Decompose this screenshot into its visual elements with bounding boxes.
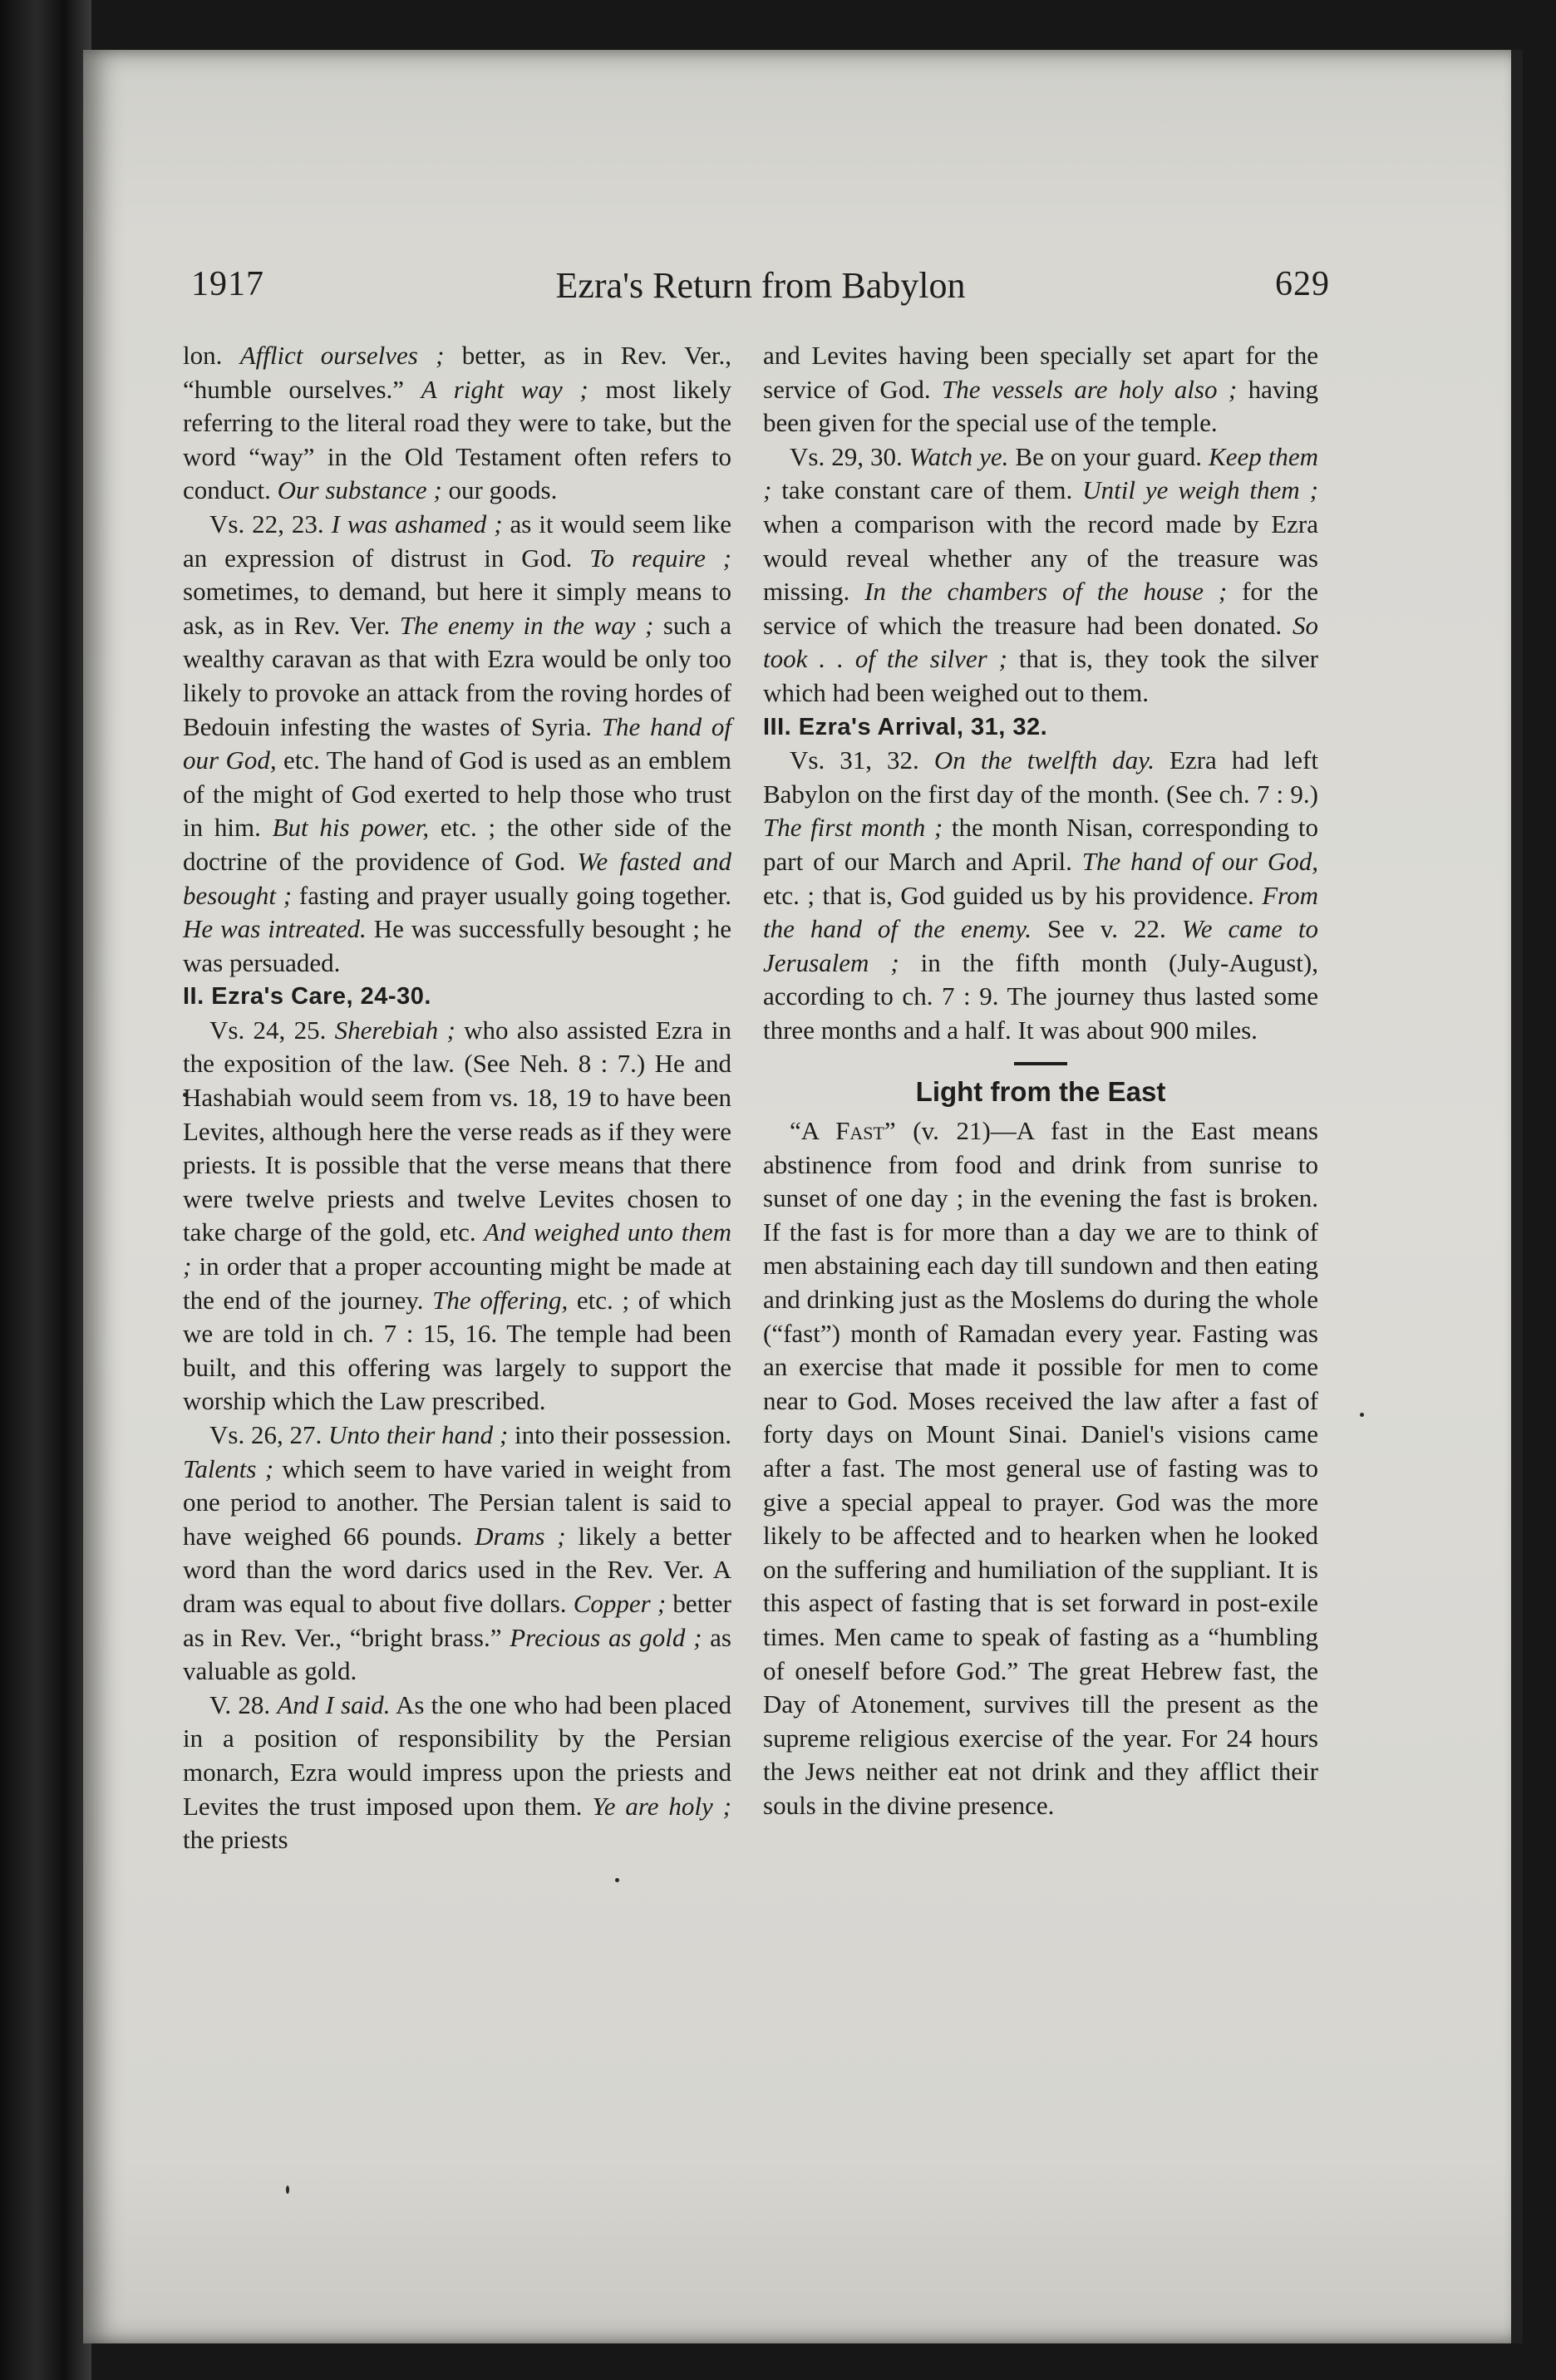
running-head [191,264,1330,314]
paragraph: Vs. 31, 32. On the twelfth day. Ezra had left Babylon on the first day of the month. (See ch. 7 : 9.) The first month ; the month Nisan, corresponding to part of our March and April. The hand of our God, etc. ; that is, God guided us by his providence. From the hand of the enemy. See v. 22. We came to Jerusalem ; in the fifth month (July-August), according to ch. 7 : 9. The journey thus lasted some three months and a half. It was about 900 miles. [763,745,1318,1045]
subheading: Light from the East [915,1076,1166,1108]
section-heading: III. Ezra's Arrival, 31, 32. [763,713,1048,740]
binding-edge [0,0,91,2380]
paragraph: Vs. 26, 27. Unto their hand ; into their possession. Talents ; which seem to have varied in weight from one period to another. The Persian talent is said to have weighed 66 pounds. Drams ; likely a better word than the word darics used in the Rev. Ver. A dram was equal to about five dollars. Copper ; better as in Rev. Ver., “bright brass.” Precious as gold ; as valuable as gold. [183,1420,732,1686]
left-column [183,339,731,1857]
paragraph: Vs. 29, 30. Watch ye. Be on your guard. Keep them ; take constant care of them. Until ye weigh them ; when a comparison with the record made by Ezra would reveal whether any of the treasure was missing. In the chambers of the house ; for the service of which the treasure had been donated. So took . . of the silver ; that is, they took the silver which had been weighed out to them. [763,441,1318,707]
ink-speck [1360,1413,1364,1417]
paragraph: “A Fast” (v. 21)—A fast in the East means abstinence from food and drink from sunrise to sunset of one day ; in the evening the fast is broken. If the fast is for more than a day we are to think of men abstaining each day till sundown and then eating and drinking just as the Moslems do during the whole (“fast”) month of Ramadan every year. Fasting was an exercise that made it possible for men to come near to God. Moses received the law after a fast of forty days on Mount Sinai. Daniel's visions came after a fast. The most general use of fasting was to give a special appeal to prayer. God was the more likely to be affected and to hearken when he looked on the suffering and humiliation of the suppliant. It is this aspect of fasting that is set forward in post-exile times. Men came to speak of fasting as a “humbling of oneself before God.” The great Hebrew fast, the Day of Atonement, survives till the present as the supreme religious exercise of the year. For 24 hours the Jews neither eat not drink and they afflict their souls in the divine presence. [763,1116,1318,1820]
section-heading: II. Ezra's Care, 24-30. [183,983,431,1011]
ink-speck [615,1878,619,1882]
paragraph: Vs. 22, 23. I was ashamed ; as it would seem like an expression of distrust in God. To require ; sometimes, to demand, but here it simply means to ask, as in Rev. Ver. The enemy in the way ; such a wealthy caravan as that with Ezra would be only too likely to provoke an attack from the roving hordes of Bedouin infesting the wastes of Syria. The hand of our God, etc. The hand of God is used as an emblem of the might of God exerted to help those who trust in him. But his power, etc. ; the other side of the doctrine of the providence of God. We fasted and besought ; fasting and prayer usually going together. He was intreated. He was successfully besought ; he was persuaded. [183,509,731,977]
running-head-title: Ezra's Return from Babylon [555,265,966,306]
page-right-edge [1511,50,1523,2343]
paragraph: lon. Afflict ourselves ; better, as in Rev. Ver., “humble ourselves.” A right way ; most likely referring to the literal road they were to take, but the word “way” in the Old Testament often refers to conduct. Our substance ; our goods. [183,341,731,505]
running-head-year: 1917 [191,265,264,303]
ink-speck [286,2186,289,2194]
paragraph: and Levites having been specially set apart for the service of God. The vessels are holy also ; having been given for the special use of the temple. [763,341,1318,438]
paragraph: Vs. 24, 25. Sherebiah ; who also assisted Ezra in the exposition of the law. (See Neh. 8 : 7.) He and Hashabiah would seem from vs. 18, 19 to have been Levites, although here the verse reads as if they were priests. It is possible that the verse means that there were twelve priests and twelve Levites chosen to take charge of the gold, etc. And weighed unto them ; in order that a proper accounting might be made at the end of the journey. The offering, etc. ; of which we are told in ch. 7 : 15, 16. The temple had been built, and this offering was largely to support the worship which the Law prescribed. [183,1015,732,1416]
page-number: 629 [1275,265,1330,303]
paragraph: V. 28. And I said. As the one who had been placed in a position of responsibility by the Persian monarch, Ezra would impress upon the priests and Levites the trust imposed upon them. Ye are holy ; the priests [183,1689,732,1855]
right-column [763,339,1318,1823]
section-divider-rule [1014,1062,1067,1065]
